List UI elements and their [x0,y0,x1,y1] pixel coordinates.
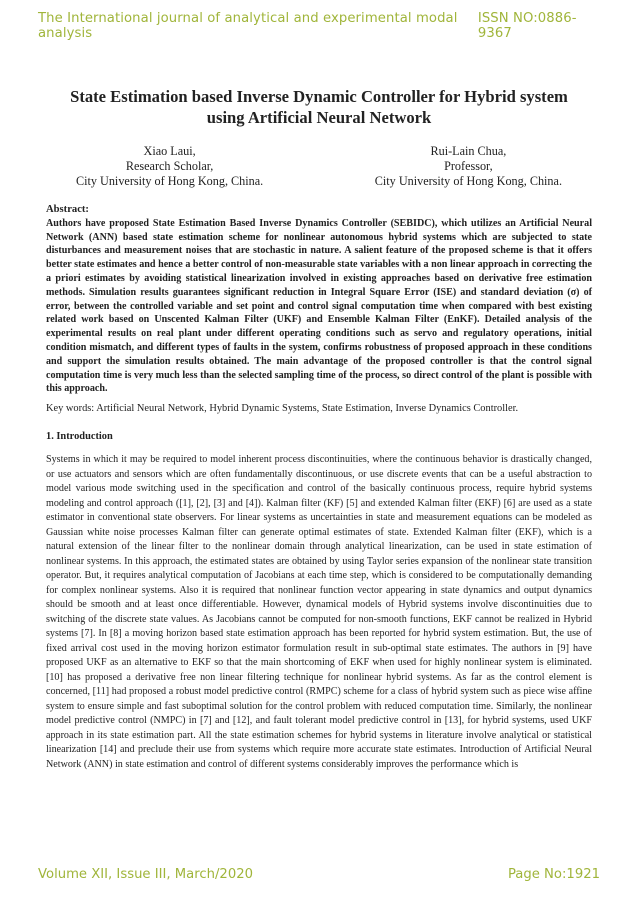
journal-name: The International journal of analytical and experimental modal analysis [38,11,458,41]
author-2-name: Rui-Lain Chua, [430,144,507,158]
introduction-text: Systems in which it may be required to model inherent process discontinuities, where the continuous behavior is drastically changed, or use actuators and sensors which are often fundamentally discontinuous, or use discrete events that can be a useful abstraction to model various mode switching used in the specification and control of the basically continuous process, require hybrid systems modeling and control approach ([1], [2], [3] and [4]). Kalman filter (KF) [5] and extended Kalman filter (EKF) [6] are used as a state estimator in conventional state observers. For linear systems as uncertainties in state and measurement equations can be modeled as Gaussian white noise processes Kalman filter can generate optimal estimates of state. Extended Kalman filter (EKF), which is a natural extension of the linear filter to the nonlinear domain through analytical linearization, can be used in state estimation of nonlinear systems. In this approach, the estimated states are obtained by using Taylor series expansion of the nonlinear state transition operator. But, it requires analytical computation of Jacobians at each time step, which is considered to be computationally demanding for complex nonlinear systems. Also it is required that nonlinear function vector appearing in state dynamics and output dynamics should be smooth and at least once differentiable. However, dynamical models of Hybrid systems involve discontinuities due to switching of the discrete state values. As Jacobians cannot be computed for non-smooth functions, EKF cannot be realized in Hybrid systems [7]. In [8] a moving horizon based state estimation approach has been reported for hybrid system estimation. But, the use of fixed arrival cost used in the moving horizon estimator formulation result in sub-optimal state estimates. The authors in [9] have proposed UKF as an alternative to EKF so that the main shortcoming of EKF when used for highly nonlinear system is eliminated. [10] has proposed a derivative free non linear filtering technique for nonlinear hybrid systems. As far as the control element is concerned, [11] had proposed a robust model predictive control (RMPC) scheme for a class of hybrid system such as piece wise affine system to ensure simple and fast suboptimal solution for the control problem with reduced computation time. Similarly, the nonlinear model predictive control (NMPC) in [7] and [12], and fault tolerant model predictive control in [13], for hybrid systems, used UKF approach in its state estimation part. All the state estimation schemes for hybrid systems in literature involve analytical or statistical linearization [14] and preclude their use from systems which require more accurate state estimates. Introduction of Artificial Neural Network (ANN) in state estimation and control of different systems considerably improves the performance which is [46,454,592,770]
keywords: Key words: Artificial Neural Network, Hybrid Dynamic Systems, State Estimation, Inverse Dynamics Controller. [46,403,519,415]
author-block [46,144,592,189]
author-1-name: Xiao Laui, [143,144,196,158]
abstract-heading: Abstract: [46,204,89,215]
running-header [38,11,600,41]
paper-content [46,86,592,772]
author-2 [375,144,562,189]
running-footer [38,864,600,884]
author-1-affiliation: City University of Hong Kong, China. [76,174,264,188]
author-1 [76,144,263,189]
issn-number: ISSN NO:0886-9367 [477,11,577,41]
author-2-affiliation: City University of Hong Kong, China. [374,174,562,188]
page-number: Page No:1921 [507,866,600,882]
abstract-text: Authors have proposed State Estimation Based Inverse Dynamics Controller (SEBIDC), which utilizes an Artificial Neural Network (ANN) based state estimation scheme for nonlinear autonomous hybrid systems which are subjected to state disturbances and measurement noises that are stochastic in nature. A salient feature of the proposed scheme is that it offers better state estimates and hence a better control of non-measurable state variables with a non linear approach in correcting the a priori estimates by avoiding statistical linearization involved in existing approaches based on derivative free estimation methods. Simulation results guarantees significant reduction in Integral Square Error (ISE) and standard deviation (σ) of error, between the controlled variable and set point and control signal computation time when compared with best existing related work based on Unscented Kalman Filter (UKF) and Ensemble Kalman Filter (EnKF). Detailed analysis of the experimental results on real plant under different operating conditions such as servo and regulatory operations, initial condition mismatch, and different types of faults in the system, confirms robustness of proposed approach in these conditions and support the simulation results obtained. The main advantage of the proposed controller is that the control signal computation time is very much less than the selected sampling time of the process, so direct control of the plant is possible with this approach. [46,217,592,395]
section-heading-introduction: 1. Introduction [46,431,113,443]
author-2-role: Professor, [444,159,493,173]
volume-info: Volume XII, Issue III, March/2020 [38,866,253,882]
author-1-role: Research Scholar, [125,159,214,173]
paper-title: State Estimation based Inverse Dynamic Controller for Hybrid system using Artificial Neural Network [70,87,568,127]
